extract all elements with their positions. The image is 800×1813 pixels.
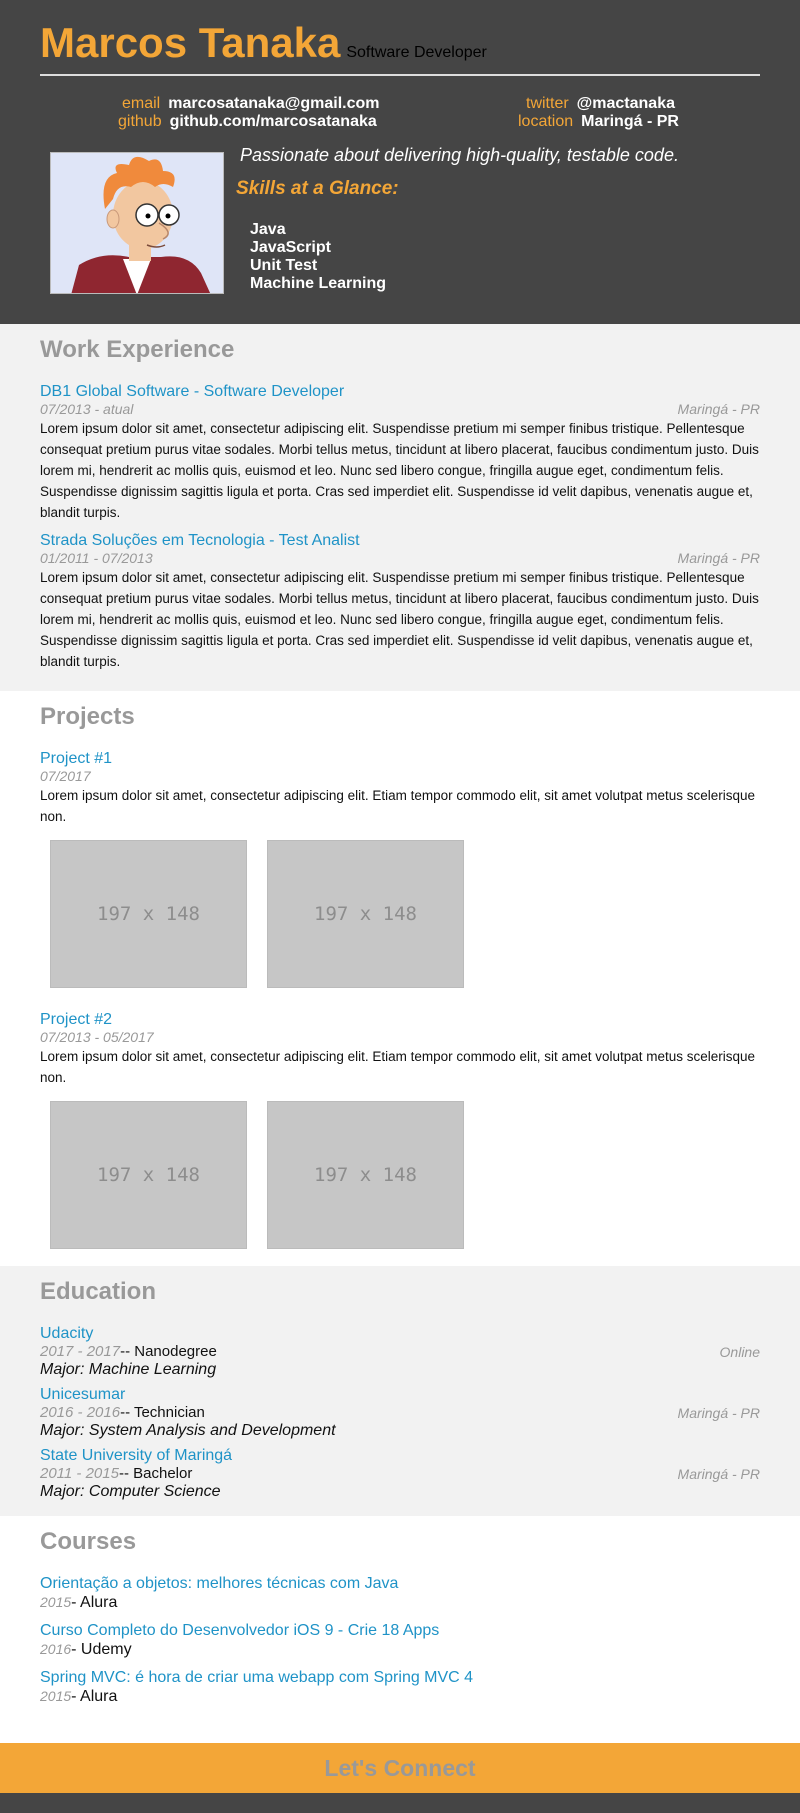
job-meta xyxy=(40,550,760,566)
github-label: github xyxy=(118,113,162,130)
email-value[interactable]: marcosatanaka@gmail.com xyxy=(168,95,380,112)
contact-email[interactable] xyxy=(122,95,379,113)
skill-item: Machine Learning xyxy=(250,275,387,292)
skills-list xyxy=(250,221,386,293)
education-degree: -- Nanodegree xyxy=(120,1343,217,1360)
education-major: Major: Computer Science xyxy=(40,1483,221,1500)
skill-item: Unit Test xyxy=(250,257,318,274)
skill-item: JavaScript xyxy=(250,239,331,256)
job-description: Lorem ipsum dolor sit amet, consectetur adipiscing elit. Suspendisse pretium mi semper finibus tristique. Pellentesque consequat pretium purus vitae sodales. Morbi tellus metus, tincidunt at libero placerat, faucibus condimentum justo. Duis lorem mi, hendrerit ac mollis quis, euismod et leo. Nunc sed libero congue, fringilla augue eget, condimentum felis. Suspendisse dignissim sagittis ligula et porta. Cras sed imperdiet elit. Suspendisse id velit dapibus, venenatis augue et, blandit turpis. xyxy=(40,570,759,669)
school-name[interactable]: State University of Maringá xyxy=(40,1447,233,1464)
section-title: Projects xyxy=(40,703,135,730)
education-major: Major: System Analysis and Development xyxy=(40,1422,336,1439)
education-entry xyxy=(40,1324,760,1379)
education-years: 2016 - 2016 xyxy=(40,1404,121,1421)
github-value[interactable]: github.com/marcosatanaka xyxy=(169,113,377,130)
project-entry xyxy=(40,749,760,988)
education-major: Major: Machine Learning xyxy=(40,1361,217,1378)
job-meta xyxy=(40,401,760,417)
project-description: Lorem ipsum dolor sit amet, consectetur adipiscing elit. Etiam tempor commodo elit, sit amet volutpat metus scelerisque non. xyxy=(40,788,756,824)
school-name[interactable]: Udacity xyxy=(40,1325,94,1342)
job-entry xyxy=(40,382,760,523)
image-placeholder[interactable]: 197 x 148 xyxy=(267,840,464,988)
course-year: 2016 xyxy=(40,1641,72,1657)
section-title: Work Experience xyxy=(40,336,235,363)
project-description: Lorem ipsum dolor sit amet, consectetur adipiscing elit. Etiam tempor commodo elit, sit amet volutpat metus scelerisque non. xyxy=(40,1049,756,1085)
section-title: Courses xyxy=(40,1528,137,1555)
course-title[interactable]: Orientação a objetos: melhores técnicas com Java xyxy=(40,1575,399,1592)
education-meta xyxy=(40,1404,760,1422)
project-images xyxy=(50,840,760,988)
job-location: Maringá - PR xyxy=(677,550,760,566)
job-period: 07/2013 - atual xyxy=(40,401,134,417)
course-title[interactable]: Spring MVC: é hora de criar uma webapp com Spring MVC 4 xyxy=(40,1669,474,1686)
project-meta xyxy=(40,768,760,784)
section-title: Education xyxy=(40,1278,157,1305)
projects-section xyxy=(0,691,800,1266)
avatar-illustration xyxy=(51,153,224,294)
course-title[interactable]: Curso Completo do Desenvolvedor iOS 9 - Crie 18 Apps xyxy=(40,1622,440,1639)
project-period: 07/2017 xyxy=(40,768,91,784)
work-experience-section xyxy=(0,324,800,691)
skill-item: Java xyxy=(250,221,286,238)
header xyxy=(0,0,800,324)
person-role: Software Developer xyxy=(346,44,487,61)
job-location: Maringá - PR xyxy=(677,401,760,417)
image-placeholder[interactable]: 197 x 148 xyxy=(50,840,247,988)
project-meta xyxy=(40,1029,760,1045)
courses-section xyxy=(0,1516,800,1743)
education-location: Maringá - PR xyxy=(677,1405,760,1421)
course-entry xyxy=(40,1621,760,1659)
course-provider: - Udemy xyxy=(71,1641,132,1658)
image-placeholder[interactable]: 197 x 148 xyxy=(50,1101,247,1249)
education-entry xyxy=(40,1446,760,1501)
job-period: 01/2011 - 07/2013 xyxy=(40,550,153,566)
person-name: Marcos Tanaka xyxy=(40,19,341,66)
course-meta xyxy=(40,1593,760,1612)
course-provider: - Alura xyxy=(71,1594,118,1611)
education-entry xyxy=(40,1385,760,1440)
project-entry xyxy=(40,1010,760,1249)
image-placeholder[interactable]: 197 x 148 xyxy=(267,1101,464,1249)
education-years: 2017 - 2017 xyxy=(40,1343,121,1360)
contact-twitter[interactable] xyxy=(526,95,675,113)
lets-connect-banner[interactable]: Let's Connect xyxy=(0,1743,800,1793)
course-entry xyxy=(40,1574,760,1612)
avatar xyxy=(50,152,224,294)
job-description: Lorem ipsum dolor sit amet, consectetur adipiscing elit. Suspendisse pretium mi semper finibus tristique. Pellentesque consequat pretium purus vitae sodales. Morbi tellus metus, tincidunt at libero placerat, faucibus condimentum justo. Duis lorem mi, hendrerit ac mollis quis, euismod et leo. Nunc sed libero congue, fringilla augue eget, condimentum felis. Suspendisse dignissim sagittis ligula et porta. Cras sed imperdiet elit. Suspendisse id velit dapibus, venenatis augue et, blandit turpis. xyxy=(40,421,759,520)
project-title[interactable]: Project #1 xyxy=(40,750,113,767)
skills-title: Skills at a Glance: xyxy=(236,178,399,199)
project-images xyxy=(50,1101,760,1249)
location-label: location xyxy=(518,113,574,130)
job-entry xyxy=(40,531,760,672)
twitter-value[interactable]: @mactanaka xyxy=(576,95,675,112)
education-meta xyxy=(40,1343,760,1361)
course-year: 2015 xyxy=(40,1594,72,1610)
location-value: Maringá - PR xyxy=(581,113,679,130)
course-meta xyxy=(40,1687,760,1706)
email-label: email xyxy=(122,95,161,112)
job-title[interactable]: Strada Soluções em Tecnologia - Test Analist xyxy=(40,532,360,549)
job-title[interactable]: DB1 Global Software - Software Developer xyxy=(40,383,345,400)
course-year: 2015 xyxy=(40,1688,72,1704)
twitter-label: twitter xyxy=(526,95,569,112)
contact-location xyxy=(518,113,679,131)
tagline: Passionate about delivering high-quality, testable code. xyxy=(240,145,679,165)
education-degree: -- Bachelor xyxy=(118,1465,193,1482)
education-location: Online xyxy=(719,1344,760,1360)
education-degree: -- Technician xyxy=(120,1404,205,1421)
education-meta xyxy=(40,1465,760,1483)
project-period: 07/2013 - 05/2017 xyxy=(40,1029,154,1045)
project-title[interactable]: Project #2 xyxy=(40,1011,113,1028)
education-section xyxy=(0,1266,800,1516)
course-meta xyxy=(40,1640,760,1659)
name-row xyxy=(40,0,760,76)
footer xyxy=(0,1793,800,1813)
contact-github[interactable] xyxy=(118,113,377,131)
education-years: 2011 - 2015 xyxy=(40,1465,119,1482)
course-entry xyxy=(40,1668,760,1706)
education-location: Maringá - PR xyxy=(677,1466,760,1482)
school-name[interactable]: Unicesumar xyxy=(40,1386,126,1403)
course-provider: - Alura xyxy=(71,1688,118,1705)
